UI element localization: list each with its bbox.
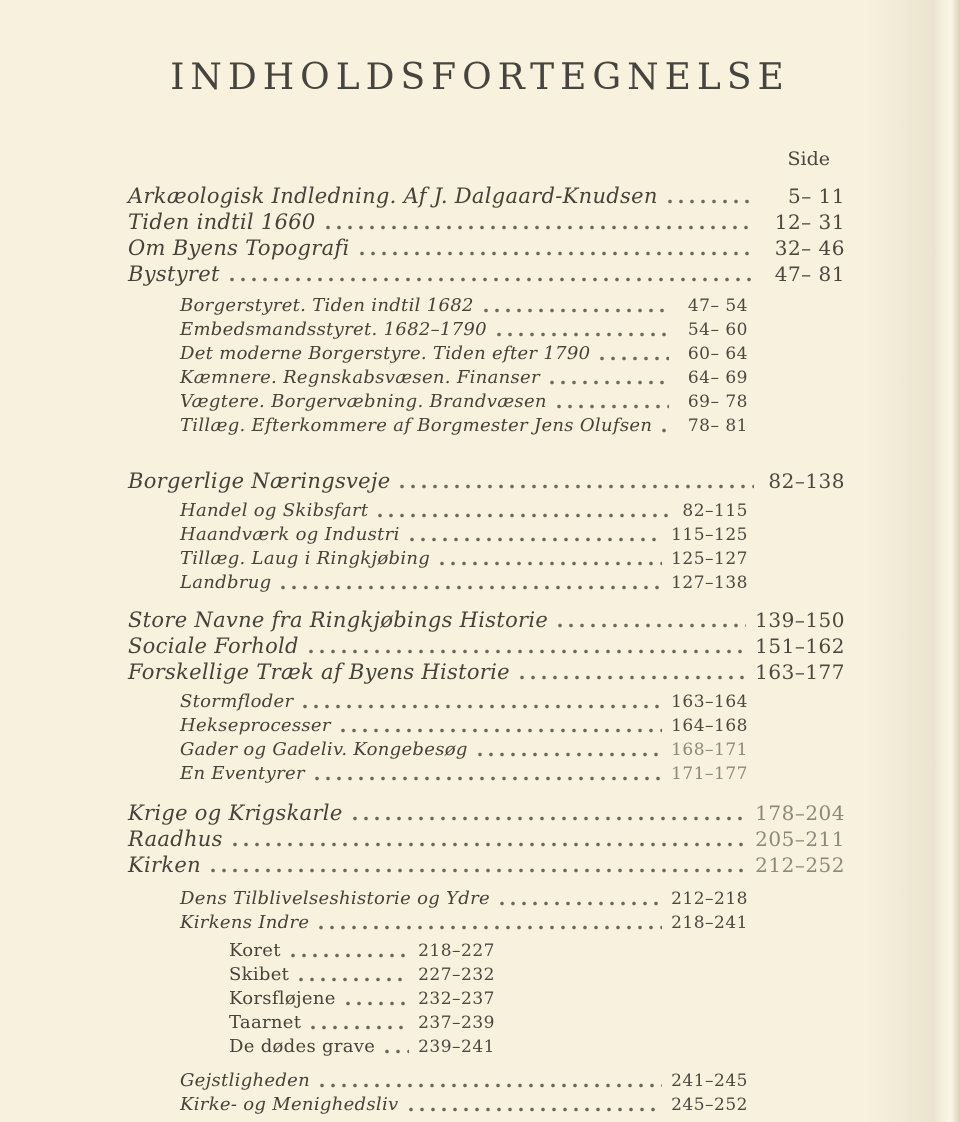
toc-group xyxy=(128,608,845,686)
toc-entry-pages: 212–252 xyxy=(755,853,845,877)
toc-entry-pages: 171–177 xyxy=(671,764,748,784)
toc-entry-label: Tiden indtil 1660 xyxy=(128,210,316,234)
toc-entry-pages: 232–237 xyxy=(418,989,495,1009)
dot-leader xyxy=(400,483,754,490)
toc-entry-label: Forskellige Træk af Byens Historie xyxy=(128,660,510,684)
toc-entry xyxy=(180,888,748,912)
toc-entry xyxy=(180,1094,748,1118)
dot-leader xyxy=(309,648,746,655)
toc-entry xyxy=(180,691,748,715)
dot-leader xyxy=(303,703,662,710)
toc-list xyxy=(0,184,960,1118)
toc-entry-label: Vægtere. Borgervæbning. Brandvæsen xyxy=(180,391,547,412)
dot-leader xyxy=(497,331,669,338)
dot-leader xyxy=(484,307,669,314)
toc-entry xyxy=(180,367,748,391)
dot-leader xyxy=(500,900,662,907)
toc-entry xyxy=(180,391,748,415)
dot-leader xyxy=(233,841,746,848)
toc-entry-pages: 164–168 xyxy=(671,716,748,736)
toc-entry-label: Landbrug xyxy=(180,572,272,593)
toc-entry-label: En Eventyrer xyxy=(180,763,305,784)
dot-leader xyxy=(326,224,754,231)
toc-entry-pages: 60– 64 xyxy=(687,344,748,364)
toc-group xyxy=(180,1070,748,1118)
toc-entry xyxy=(128,634,845,660)
page-title: INDHOLDSFORTEGNELSE xyxy=(170,57,790,98)
toc-group xyxy=(180,295,748,439)
toc-entry-label: Tillæg. Laug i Ringkjøbing xyxy=(180,548,431,569)
toc-entry xyxy=(180,763,748,787)
toc-entry-pages: 47– 81 xyxy=(774,262,845,286)
dot-leader xyxy=(668,198,754,205)
toc-entry xyxy=(180,572,748,596)
toc-entry xyxy=(180,715,748,739)
toc-entry xyxy=(128,210,845,236)
toc-entry-pages: 5– 11 xyxy=(787,184,845,208)
toc-entry-pages: 82–115 xyxy=(682,501,748,521)
toc-entry-pages: 12– 31 xyxy=(774,210,845,234)
toc-entry-pages: 69– 78 xyxy=(687,392,748,412)
toc-entry-pages: 212–218 xyxy=(671,889,748,909)
toc-entry-label: Tillæg. Efterkommere af Borgmester Jens Olufsen xyxy=(180,415,653,436)
toc-group xyxy=(180,691,748,787)
toc-entry-pages: 237–239 xyxy=(418,1013,495,1033)
toc-group xyxy=(128,469,845,495)
toc-entry-label: Kirken xyxy=(128,853,201,877)
dot-leader xyxy=(600,355,669,362)
dot-leader xyxy=(341,727,662,734)
toc-entry-pages: 151–162 xyxy=(755,634,845,658)
dot-leader xyxy=(211,867,746,874)
dot-leader xyxy=(353,815,747,822)
toc-group xyxy=(180,888,748,936)
toc-entry-label: Gader og Gadeliv. Kongebesøg xyxy=(180,739,468,760)
dot-leader xyxy=(315,775,662,782)
toc-entry-pages: 178–204 xyxy=(755,801,845,825)
toc-entry-pages: 205–211 xyxy=(755,827,845,851)
dot-leader xyxy=(557,403,669,410)
toc-entry-pages: 168–171 xyxy=(671,740,748,760)
dot-leader xyxy=(558,622,746,629)
toc-entry-label: Skibet xyxy=(229,964,290,985)
toc-entry-pages: 78– 81 xyxy=(687,416,748,436)
toc-entry-label: Gejstligheden xyxy=(180,1070,311,1091)
dot-leader xyxy=(520,674,746,681)
toc-group xyxy=(128,801,845,879)
toc-entry-label: Koret xyxy=(229,940,281,961)
toc-entry-label: Stormfloder xyxy=(180,691,294,712)
toc-entry-label: Arkæologisk Indledning. Af J. Dalgaard-Knudsen xyxy=(128,184,658,208)
dot-leader xyxy=(360,250,754,257)
dot-leader xyxy=(281,584,662,591)
toc-entry-label: Taarnet xyxy=(229,1012,302,1033)
toc-entry-label: Embedsmandsstyret. 1682–1790 xyxy=(180,319,487,340)
toc-group xyxy=(229,940,495,1060)
dot-leader xyxy=(378,512,669,519)
toc-entry xyxy=(229,1012,495,1036)
toc-entry xyxy=(229,1036,495,1060)
toc-entry xyxy=(229,988,495,1012)
dot-leader xyxy=(409,1106,663,1113)
toc-entry-label: Bystyret xyxy=(128,262,220,286)
toc-entry-pages: 227–232 xyxy=(418,965,495,985)
toc-entry-label: Dens Tilblivelseshistorie og Ydre xyxy=(180,888,490,909)
toc-entry-label: Kæmnere. Regnskabsvæsen. Finanser xyxy=(180,367,540,388)
dot-leader xyxy=(346,1000,409,1007)
toc-entry-label: Krige og Krigskarle xyxy=(128,801,343,825)
dot-leader xyxy=(550,379,669,386)
toc-entry xyxy=(180,500,748,524)
toc-entry-label: Korsfløjene xyxy=(229,988,336,1009)
toc-entry-pages: 218–241 xyxy=(671,913,748,933)
page-column-header: Side xyxy=(787,148,830,170)
dot-leader xyxy=(291,952,409,959)
toc-entry-label: Borgerstyret. Tiden indtil 1682 xyxy=(180,295,474,316)
toc-entry-label: Kirkens Indre xyxy=(180,912,310,933)
dot-leader xyxy=(230,276,754,283)
toc-entry xyxy=(229,940,495,964)
toc-entry-pages: 54– 60 xyxy=(687,320,748,340)
toc-entry xyxy=(128,236,845,262)
dot-leader xyxy=(440,560,662,567)
dot-leader xyxy=(299,976,409,983)
toc-entry xyxy=(128,853,845,879)
toc-entry-pages: 64– 69 xyxy=(687,368,748,388)
toc-entry-pages: 163–177 xyxy=(755,660,845,684)
toc-entry xyxy=(180,524,748,548)
toc-entry xyxy=(180,319,748,343)
toc-entry-label: Haandværk og Industri xyxy=(180,524,400,545)
toc-entry-label: Store Navne fra Ringkjøbings Historie xyxy=(128,608,549,632)
toc-entry-pages: 47– 54 xyxy=(687,296,748,316)
toc-entry xyxy=(180,912,748,936)
toc-entry-pages: 127–138 xyxy=(671,573,748,593)
toc-entry xyxy=(128,660,845,686)
toc-entry-label: Handel og Skibsfart xyxy=(180,500,369,521)
toc-entry xyxy=(128,184,845,210)
toc-entry-pages: 218–227 xyxy=(418,941,495,961)
toc-entry-pages: 125–127 xyxy=(671,549,748,569)
toc-entry-pages: 245–252 xyxy=(671,1095,748,1115)
dot-leader xyxy=(320,1082,662,1089)
toc-entry-pages: 239–241 xyxy=(418,1037,495,1057)
toc-entry xyxy=(180,548,748,572)
dot-leader xyxy=(319,924,662,931)
toc-entry-pages: 139–150 xyxy=(755,608,845,632)
toc-entry xyxy=(128,262,845,288)
toc-entry-label: Kirke- og Menighedsliv xyxy=(180,1094,399,1115)
toc-group xyxy=(180,500,748,596)
toc-entry xyxy=(128,608,845,634)
dot-leader xyxy=(311,1024,409,1031)
toc-entry-pages: 163–164 xyxy=(671,692,748,712)
toc-entry-pages: 115–125 xyxy=(671,525,748,545)
toc-entry xyxy=(229,964,495,988)
toc-entry-label: Sociale Forhold xyxy=(128,634,299,658)
toc-entry xyxy=(128,469,845,495)
dot-leader xyxy=(662,427,669,434)
toc-entry xyxy=(180,415,748,439)
toc-entry-pages: 32– 46 xyxy=(774,236,845,260)
toc-entry-label: Borgerlige Næringsveje xyxy=(128,469,391,493)
toc-entry xyxy=(180,1070,748,1094)
toc-entry xyxy=(180,739,748,763)
toc-entry xyxy=(128,801,845,827)
toc-entry xyxy=(180,295,748,319)
toc-entry-label: Det moderne Borgerstyre. Tiden efter 1790 xyxy=(180,343,591,364)
dot-leader xyxy=(385,1048,409,1055)
toc-entry-pages: 82–138 xyxy=(768,469,845,493)
toc-entry xyxy=(128,827,845,853)
toc-group xyxy=(128,184,845,288)
dot-leader xyxy=(478,751,662,758)
toc-entry-label: Raadhus xyxy=(128,827,223,851)
dot-leader xyxy=(410,536,662,543)
toc-entry-label: De dødes grave xyxy=(229,1036,376,1057)
toc-entry-pages: 241–245 xyxy=(671,1071,748,1091)
toc-entry-label: Om Byens Topografi xyxy=(128,236,350,260)
toc-entry xyxy=(180,343,748,367)
toc-entry-label: Hekseprocesser xyxy=(180,715,331,736)
